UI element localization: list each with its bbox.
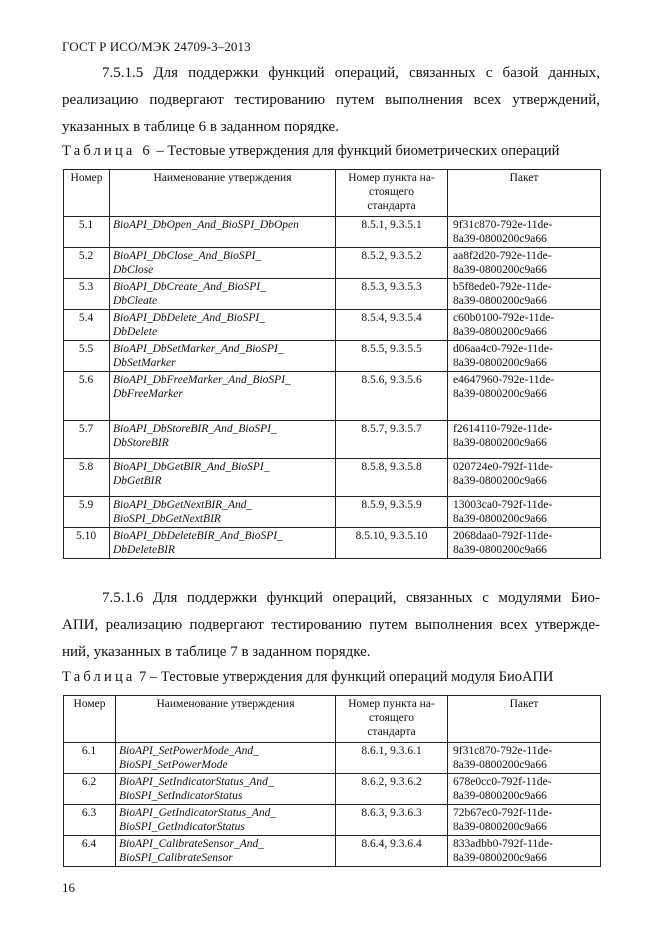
assertion-name-line: BioSPI_CalibrateSensor bbox=[119, 852, 233, 864]
assertion-name-line: BioAPI_SetIndicatorStatus_And_ bbox=[119, 776, 274, 788]
row-assertion-name bbox=[116, 743, 336, 774]
table-row bbox=[64, 743, 601, 774]
packet-line: 8a39-0800200c9a66 bbox=[453, 475, 547, 487]
packet-line: 9f31c870-792e-11de- bbox=[453, 745, 553, 757]
header-number: Номер bbox=[64, 696, 116, 743]
row-number: 6.2 bbox=[64, 774, 116, 805]
packet-line: 833adbb0-792f-11de- bbox=[453, 838, 553, 850]
row-packet bbox=[448, 279, 601, 310]
assertion-name-line: BioAPI_CalibrateSensor_And_ bbox=[119, 838, 265, 850]
packet-line: 8a39-0800200c9a66 bbox=[453, 295, 547, 307]
assertion-name-line: DbDeleteBIR bbox=[113, 544, 175, 556]
row-assertion-name bbox=[110, 341, 336, 372]
row-number: 5.7 bbox=[64, 421, 110, 459]
assertion-name-line: BioAPI_DbCreate_And_BioSPI_ bbox=[113, 281, 266, 293]
paragraph-line: 7.5.1.5 Для поддержки функций операций, связанных с базой данных, bbox=[102, 65, 600, 81]
table-row bbox=[64, 217, 601, 248]
header-number: Номер bbox=[64, 170, 110, 217]
table-row bbox=[64, 459, 601, 497]
row-packet bbox=[448, 310, 601, 341]
row-clause-number: 8.6.1, 9.3.6.1 bbox=[336, 743, 448, 774]
row-clause-number: 8.5.8, 9.3.5.8 bbox=[336, 459, 448, 497]
packet-line: 8a39-0800200c9a66 bbox=[453, 852, 547, 864]
assertion-name-line: BioAPI_DbClose_And_BioSPI_ bbox=[113, 250, 262, 262]
row-clause-number: 8.5.10, 9.3.5.10 bbox=[336, 528, 448, 559]
row-packet bbox=[448, 217, 601, 248]
table7-header-row bbox=[64, 696, 601, 743]
assertion-name-line: DbStoreBIR bbox=[113, 437, 169, 449]
assertion-name-line: DbGetBIR bbox=[113, 475, 162, 487]
row-assertion-name bbox=[110, 310, 336, 341]
table7-caption-text: 7 – Тестовые утверждения для функций операций модуля БиоАПИ bbox=[139, 669, 554, 685]
row-number: 5.1 bbox=[64, 217, 110, 248]
row-number: 5.5 bbox=[64, 341, 110, 372]
table-row bbox=[64, 805, 601, 836]
row-assertion-name bbox=[110, 497, 336, 528]
header-name: Наименование утверждения bbox=[110, 170, 336, 217]
assertion-name-line: BioAPI_DbSetMarker_And_BioSPI_ bbox=[113, 343, 284, 355]
table-row bbox=[64, 279, 601, 310]
packet-line: aa8f2d20-792e-11de- bbox=[453, 250, 552, 262]
packet-line: 020724e0-792f-11de- bbox=[453, 461, 553, 473]
row-packet bbox=[448, 421, 601, 459]
assertion-name-line: DbCleate bbox=[113, 295, 158, 307]
table-row bbox=[64, 497, 601, 528]
packet-line: f2614110-792e-11de- bbox=[453, 423, 553, 435]
row-clause-number: 8.5.1, 9.3.5.1 bbox=[336, 217, 448, 248]
row-assertion-name bbox=[110, 421, 336, 459]
assertion-name-line: DbFreeMarker bbox=[113, 388, 183, 400]
paragraph-line: указанных в таблице 6 в заданном порядке. bbox=[62, 119, 339, 135]
row-number: 5.8 bbox=[64, 459, 110, 497]
row-assertion-name bbox=[116, 774, 336, 805]
packet-line: 8a39-0800200c9a66 bbox=[453, 790, 547, 802]
row-packet bbox=[448, 341, 601, 372]
packet-line: 13003ca0-792f-11de- bbox=[453, 499, 553, 511]
row-number: 6.4 bbox=[64, 836, 116, 867]
packet-line: b5f8ede0-792e-11de- bbox=[453, 281, 552, 293]
header-packet: Пакет bbox=[448, 170, 601, 217]
assertion-name-line: BioSPI_SetPowerMode bbox=[119, 759, 228, 771]
assertion-name-line: BioAPI_DbGetBIR_And_BioSPI_ bbox=[113, 461, 270, 473]
row-assertion-name bbox=[110, 217, 336, 248]
row-assertion-name bbox=[110, 528, 336, 559]
table-row bbox=[64, 421, 601, 459]
row-assertion-name bbox=[110, 459, 336, 497]
row-clause-number: 8.5.7, 9.3.5.7 bbox=[336, 421, 448, 459]
assertion-name-line: BioAPI_DbGetNextBIR_And_ bbox=[113, 499, 253, 511]
row-packet bbox=[448, 774, 601, 805]
header-point-line: Номер пункта на- bbox=[348, 698, 435, 710]
header-point bbox=[336, 696, 448, 743]
packet-line: 8a39-0800200c9a66 bbox=[453, 513, 547, 525]
packet-line: 678e0cc0-792f-11de- bbox=[453, 776, 552, 788]
table6-header-row bbox=[64, 170, 601, 217]
table-row bbox=[64, 248, 601, 279]
table6 bbox=[63, 169, 601, 559]
row-packet bbox=[448, 743, 601, 774]
row-clause-number: 8.5.9, 9.3.5.9 bbox=[336, 497, 448, 528]
table7-caption-label: Таблица bbox=[62, 669, 136, 685]
paragraph-line: ний, указанных в таблице 7 в заданном порядке. bbox=[62, 644, 371, 660]
packet-line: 8a39-0800200c9a66 bbox=[453, 388, 547, 400]
packet-line: 8a39-0800200c9a66 bbox=[453, 264, 547, 276]
table7-caption bbox=[62, 669, 553, 686]
row-number: 5.9 bbox=[64, 497, 110, 528]
row-assertion-name bbox=[110, 279, 336, 310]
assertion-name-line: BioSPI_DbGetNextBIR bbox=[113, 513, 221, 525]
packet-line: 8a39-0800200c9a66 bbox=[453, 544, 547, 556]
row-clause-number: 8.6.2, 9.3.6.2 bbox=[336, 774, 448, 805]
row-clause-number: 8.5.2, 9.3.5.2 bbox=[336, 248, 448, 279]
header-name: Наименование утверждения bbox=[116, 696, 336, 743]
row-number: 5.2 bbox=[64, 248, 110, 279]
paragraph-line: 7.5.1.6 Для поддержки функций операций, связанных с модулями Био- bbox=[102, 590, 600, 606]
assertion-name-line: BioSPI_GetIndicatorStatus bbox=[119, 821, 245, 833]
packet-line: 8a39-0800200c9a66 bbox=[453, 821, 547, 833]
assertion-name-line: BioAPI_SetPowerMode_And_ bbox=[119, 745, 259, 757]
header-point bbox=[336, 170, 448, 217]
table6-caption-text: – Тестовые утверждения для функций биометрических операций bbox=[156, 143, 560, 159]
assertion-name-line: BioAPI_GetIndicatorStatus_And_ bbox=[119, 807, 277, 819]
packet-line: 72b67ec0-792f-11de- bbox=[453, 807, 553, 819]
header-point-line: Номер пункта на- bbox=[348, 172, 435, 184]
row-number: 6.1 bbox=[64, 743, 116, 774]
header-point-line: стоящего bbox=[369, 186, 414, 198]
paragraph-7-5-1-6 bbox=[62, 585, 600, 666]
row-packet bbox=[448, 528, 601, 559]
row-assertion-name bbox=[110, 248, 336, 279]
paragraph-7-5-1-5 bbox=[62, 60, 600, 141]
row-packet bbox=[448, 248, 601, 279]
packet-line: c60b0100-792e-11de- bbox=[453, 312, 555, 324]
row-clause-number: 8.5.3, 9.3.5.3 bbox=[336, 279, 448, 310]
assertion-name-line: DbDelete bbox=[113, 326, 158, 338]
packet-line: 8a39-0800200c9a66 bbox=[453, 233, 547, 245]
table-row bbox=[64, 774, 601, 805]
paragraph-line: АПИ, реализацию подвергают тестированию путем выполнения всех утвержде- bbox=[62, 617, 600, 633]
table-row bbox=[64, 310, 601, 341]
table-row bbox=[64, 528, 601, 559]
table-row bbox=[64, 341, 601, 372]
assertion-name-line: BioAPI_DbDelete_And_BioSPI_ bbox=[113, 312, 266, 324]
packet-line: 2068daa0-792f-11de- bbox=[453, 530, 553, 542]
row-assertion-name bbox=[110, 372, 336, 421]
packet-line: 9f31c870-792e-11de- bbox=[453, 219, 553, 231]
header-point-line: стандарта bbox=[367, 200, 416, 212]
row-clause-number: 8.5.5, 9.3.5.5 bbox=[336, 341, 448, 372]
packet-line: e4647960-792e-11de- bbox=[453, 374, 555, 386]
table6-caption-label: Таблица 6 bbox=[62, 143, 153, 159]
table7 bbox=[63, 695, 601, 867]
row-clause-number: 8.5.6, 9.3.5.6 bbox=[336, 372, 448, 421]
row-number: 6.3 bbox=[64, 805, 116, 836]
row-number: 5.6 bbox=[64, 372, 110, 421]
packet-line: 8a39-0800200c9a66 bbox=[453, 437, 547, 449]
row-packet bbox=[448, 836, 601, 867]
packet-line: 8a39-0800200c9a66 bbox=[453, 326, 547, 338]
row-clause-number: 8.5.4, 9.3.5.4 bbox=[336, 310, 448, 341]
assertion-name-line: BioAPI_DbFreeMarker_And_BioSPI_ bbox=[113, 374, 291, 386]
standard-header: ГОСТ Р ИСО/МЭК 24709-3–2013 bbox=[62, 39, 251, 54]
assertion-name-line: BioAPI_DbStoreBIR_And_BioSPI_ bbox=[113, 423, 277, 435]
assertion-name-line: BioAPI_DbOpen_And_BioSPI_DbOpen bbox=[113, 219, 299, 231]
page-number: 16 bbox=[62, 880, 75, 895]
row-packet bbox=[448, 497, 601, 528]
table6-caption bbox=[62, 143, 559, 160]
row-number: 5.3 bbox=[64, 279, 110, 310]
header-point-line: стандарта bbox=[367, 726, 416, 738]
table-row bbox=[64, 372, 601, 421]
packet-line: 8a39-0800200c9a66 bbox=[453, 357, 547, 369]
row-packet bbox=[448, 459, 601, 497]
row-number: 5.10 bbox=[64, 528, 110, 559]
paragraph-line: реализацию подвергают тестированию путем выполнения всех утверждений, bbox=[62, 92, 600, 108]
assertion-name-line: DbSetMarker bbox=[113, 357, 176, 369]
header-packet: Пакет bbox=[448, 696, 601, 743]
assertion-name-line: BioAPI_DbDeleteBIR_And_BioSPI_ bbox=[113, 530, 283, 542]
row-packet bbox=[448, 805, 601, 836]
assertion-name-line: BioSPI_SetIndicatorStatus bbox=[119, 790, 243, 802]
table-row bbox=[64, 836, 601, 867]
row-assertion-name bbox=[116, 836, 336, 867]
packet-line: d06aa4c0-792e-11de- bbox=[453, 343, 553, 355]
assertion-name-line: DbClose bbox=[113, 264, 154, 276]
row-clause-number: 8.6.4, 9.3.6.4 bbox=[336, 836, 448, 867]
row-packet bbox=[448, 372, 601, 421]
header-point-line: стоящего bbox=[369, 712, 414, 724]
row-clause-number: 8.6.3, 9.3.6.3 bbox=[336, 805, 448, 836]
packet-line: 8a39-0800200c9a66 bbox=[453, 759, 547, 771]
row-number: 5.4 bbox=[64, 310, 110, 341]
row-assertion-name bbox=[116, 805, 336, 836]
